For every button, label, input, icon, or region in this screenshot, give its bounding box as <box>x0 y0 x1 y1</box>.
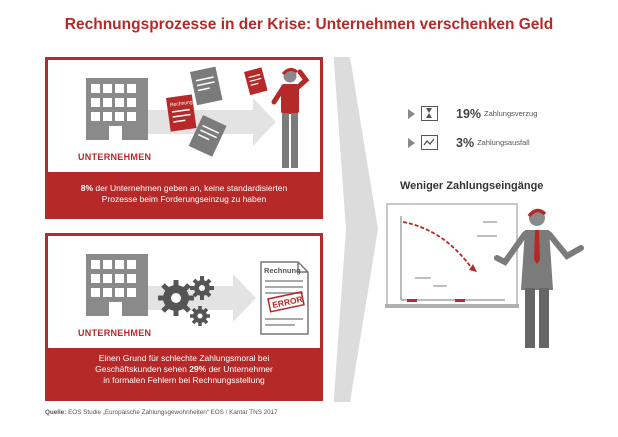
building-icon <box>86 254 148 316</box>
invoice-error-document-icon <box>261 262 308 334</box>
invoice-document-icon <box>166 94 196 131</box>
stat-payment-default <box>408 135 530 150</box>
panel-illustration <box>48 60 320 172</box>
caption-text: der Unternehmen geben an, keine standardisierten <box>93 183 288 193</box>
source-label: Quelle: <box>45 409 67 416</box>
caption-text: in formalen Fehlern bei Rechnungsstellung <box>103 375 265 385</box>
broken-chart-icon <box>421 135 438 150</box>
stat-label: Zahlungsausfall <box>477 138 530 147</box>
caption-text: Einen Grund für schlechte Zahlungsmoral bei <box>98 353 270 363</box>
panel-no-standard-process <box>45 57 323 219</box>
stat-value: 3% <box>456 135 475 150</box>
panel-invoice-errors <box>45 233 323 401</box>
stat-value: 19% <box>456 106 482 121</box>
caption-text: der Unternehmer <box>206 364 273 374</box>
source-note <box>45 409 278 416</box>
caption-percent: 8% <box>80 183 94 193</box>
company-label: UNTERNEHMEN <box>78 328 152 338</box>
caption-percent: 29% <box>189 364 207 374</box>
bullet-triangle-icon <box>408 109 415 119</box>
building-icon <box>86 78 148 140</box>
stat-payment-delay <box>408 106 537 121</box>
chevron-arrow-icon <box>334 57 378 402</box>
confused-person-icon <box>274 69 306 168</box>
source-text: EOS Studie „Europäische Zahlungsgewohnheiten“ EOS / Kantar TNS 2017 <box>66 409 278 416</box>
doc-label: Rechnung <box>169 99 194 109</box>
panel2-caption <box>48 353 320 386</box>
document-icon <box>190 67 223 106</box>
company-label: UNTERNEHMEN <box>78 152 152 162</box>
board-title: Weniger Zahlungseingänge <box>400 180 544 192</box>
stat-label: Zahlungsverzug <box>484 109 538 118</box>
caption-text: Prozesse beim Forderungseinzug zu haben <box>101 194 267 204</box>
panel-illustration <box>48 236 320 348</box>
caption-text: Geschäftskunden sehen <box>95 364 190 374</box>
panel1-caption <box>48 183 320 205</box>
document-icon <box>244 67 268 95</box>
doc-label: Rechnung <box>264 266 301 275</box>
bullet-triangle-icon <box>408 138 415 148</box>
hourglass-icon <box>421 106 438 121</box>
page-title: Rechnungsprozesse in der Krise: Unternehmen verschenken Geld <box>64 16 554 33</box>
stamp-label: ERROR <box>271 293 304 311</box>
whiteboard-presenter-illustration <box>385 200 615 360</box>
